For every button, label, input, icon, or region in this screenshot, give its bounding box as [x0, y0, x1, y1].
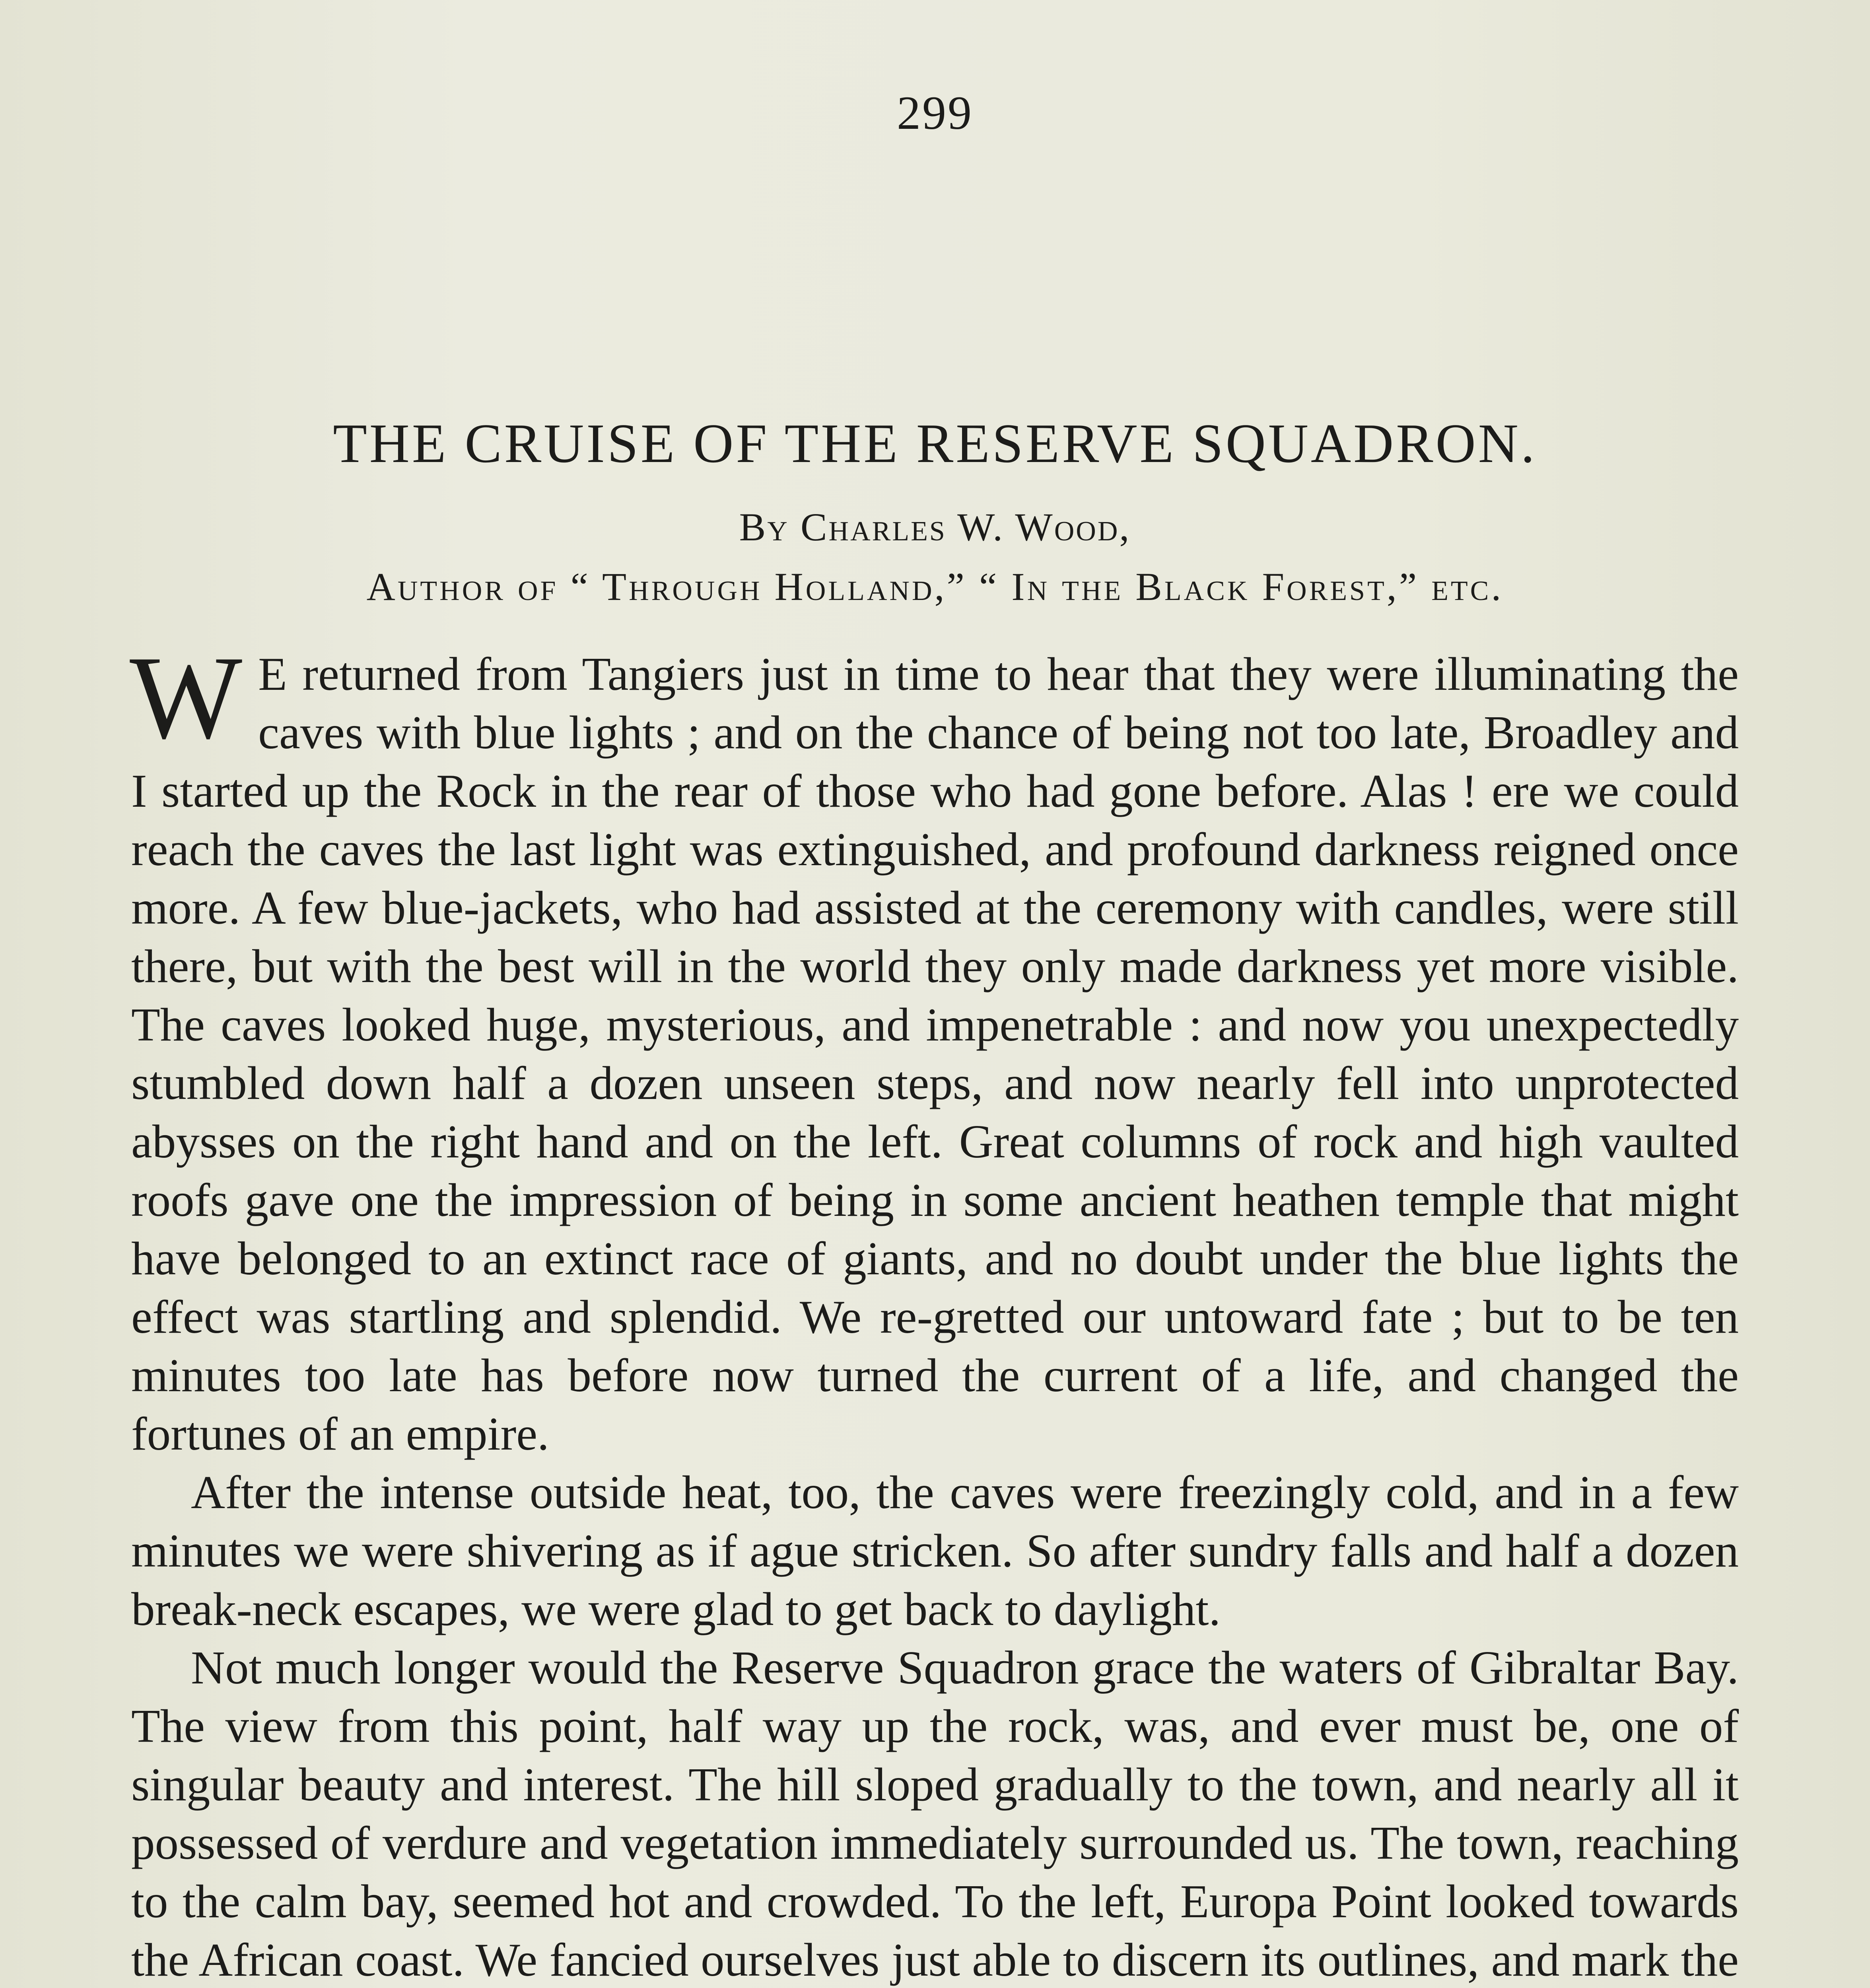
page-number: 299 — [897, 86, 973, 139]
article-title: THE CRUISE OF THE RESERVE SQUADRON. — [333, 413, 1537, 474]
author-credits: Author of “ Through Holland,” “ In the Black Forest,” etc. — [366, 565, 1504, 609]
paragraph-1-text: E returned from Tangiers just in time to hear that they were illuminating the caves with blue lights ; and on the chance of being not too late, Broadley and I started up the Rock in the rear of those who had gone before. Alas ! ere we could reach the caves the last light was extinguished, and profound darkness reigned once more. A few blue-jackets, who had assisted at the ceremony with candles, were still there, but with the best will in the world they only made darkness yet more visible. The caves looked huge, mysterious, and impenetrable : and now you unexpectedly stumbled down half a dozen unseen steps, and now nearly fell into unprotected abysses on the right hand and on the left. Great columns of rock and high vaulted roofs gave one the impression of being in some ancient heathen temple that might have belonged to an extinct race of giants, and no doubt under the blue lights the effect was startling and splendid. We re-gretted our untoward fate ; but to be ten minutes too late has before now turned the current of a life, and changed the fortunes of an empire. — [131, 648, 1739, 1460]
drop-cap: W — [130, 631, 243, 763]
paragraph-3: Not much longer would the Reserve Squadron grace the waters of Gibraltar Bay. The view from this point, half way up the rock, was, and ever must be, one of singular beauty and interest. The hill sloped gradually to the town, and nearly all it possessed of verdure and vegetation immediately surrounded us. The town, reaching to the calm bay, seemed hot and crowded. To the left, Europa Point looked towards the African coast. We fancied ourselves just able to discern its outlines, and mark the — [131, 1641, 1739, 1986]
paragraph-2: After the intense outside heat, too, the caves were freezingly cold, and in a few minutes we were shivering as if ague stricken. So after sundry falls and half a dozen break-neck escapes, we were glad to get back to daylight. — [131, 1466, 1739, 1635]
article-body — [130, 631, 1739, 1988]
paragraph-1 — [130, 631, 1739, 1463]
author-byline: By Charles W. Wood, — [739, 505, 1131, 549]
